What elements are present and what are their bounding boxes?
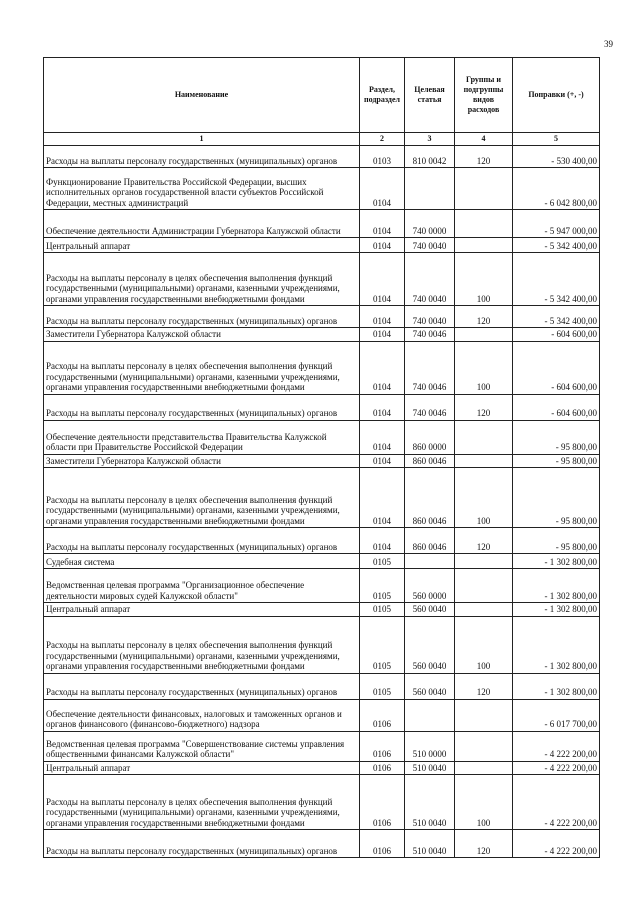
- row-section-cell: 0106: [360, 761, 405, 775]
- row-amount-cell: - 5 342 400,00: [513, 306, 600, 328]
- row-section-cell: 0104: [360, 394, 405, 420]
- row-article-cell: 860 0046: [405, 528, 455, 554]
- column-number: 1: [44, 133, 360, 146]
- row-article-cell: 740 0040: [405, 253, 455, 306]
- row-article-cell: 740 0040: [405, 238, 455, 253]
- row-name-cell: Обеспечение деятельности представительства Правительства Калужской области при Правительстве Российской Федерации: [44, 420, 360, 454]
- row-amount-cell: - 604 600,00: [513, 394, 600, 420]
- table-row: [44, 168, 600, 210]
- row-amount-cell: - 1 302 800,00: [513, 554, 600, 569]
- row-article-cell: 510 0040: [405, 830, 455, 858]
- row-amount-cell: - 604 600,00: [513, 341, 600, 394]
- row-group-cell: 100: [455, 616, 513, 673]
- row-article-cell: 860 0046: [405, 468, 455, 528]
- row-group-cell: [455, 210, 513, 238]
- row-group-cell: [455, 603, 513, 617]
- row-group-cell: [455, 554, 513, 569]
- table-row: [44, 569, 600, 603]
- row-amount-cell: - 95 800,00: [513, 454, 600, 468]
- header-section: Раздел, подраздел: [360, 58, 405, 133]
- header-target-article: Целевая статья: [405, 58, 455, 133]
- row-name-cell: Расходы на выплаты персоналу государственных (муниципальных) органов: [44, 673, 360, 699]
- row-name-cell: Заместители Губернатора Калужской области: [44, 454, 360, 468]
- row-group-cell: [455, 454, 513, 468]
- table-row: [44, 616, 600, 673]
- row-group-cell: [455, 168, 513, 210]
- row-name-cell: Обеспечение деятельности финансовых, налоговых и таможенных органов и органов финансового (финансово-бюджетного) надзора: [44, 699, 360, 731]
- row-amount-cell: - 1 302 800,00: [513, 603, 600, 617]
- row-amount-cell: - 5 342 400,00: [513, 253, 600, 306]
- row-article-cell: 510 0040: [405, 775, 455, 830]
- row-name-cell: Расходы на выплаты персоналу государственных (муниципальных) органов: [44, 394, 360, 420]
- row-group-cell: 120: [455, 394, 513, 420]
- row-name-cell: Центральный аппарат: [44, 761, 360, 775]
- row-section-cell: 0104: [360, 341, 405, 394]
- row-amount-cell: - 4 222 200,00: [513, 830, 600, 858]
- row-group-cell: [455, 761, 513, 775]
- table-row: [44, 420, 600, 454]
- table-row: [44, 210, 600, 238]
- row-group-cell: 100: [455, 253, 513, 306]
- table-row: [44, 603, 600, 617]
- row-group-cell: [455, 420, 513, 454]
- header-amendments: Поправки (+, -): [513, 58, 600, 133]
- row-article-cell: [405, 554, 455, 569]
- row-amount-cell: - 95 800,00: [513, 528, 600, 554]
- table-row: [44, 306, 600, 328]
- row-section-cell: 0104: [360, 253, 405, 306]
- row-section-cell: 0104: [360, 420, 405, 454]
- row-section-cell: 0105: [360, 603, 405, 617]
- row-group-cell: [455, 699, 513, 731]
- column-number: 3: [405, 133, 455, 146]
- row-amount-cell: - 95 800,00: [513, 468, 600, 528]
- row-amount-cell: - 530 400,00: [513, 146, 600, 168]
- row-article-cell: 510 0000: [405, 731, 455, 761]
- row-article-cell: 860 0000: [405, 420, 455, 454]
- row-name-cell: Расходы на выплаты персоналу государственных (муниципальных) органов: [44, 146, 360, 168]
- row-name-cell: Центральный аппарат: [44, 238, 360, 253]
- row-name-cell: Расходы на выплаты персоналу государственных (муниципальных) органов: [44, 528, 360, 554]
- row-article-cell: 860 0046: [405, 454, 455, 468]
- table-row: [44, 731, 600, 761]
- row-amount-cell: - 1 302 800,00: [513, 616, 600, 673]
- row-section-cell: 0104: [360, 454, 405, 468]
- row-name-cell: Расходы на выплаты персоналу в целях обеспечения выполнения функций государственными (муниципальными) органами, казенными учреждениями, органами управления государственными внебюджетными фондами: [44, 775, 360, 830]
- row-amount-cell: - 604 600,00: [513, 328, 600, 342]
- table-row: [44, 394, 600, 420]
- row-section-cell: 0104: [360, 468, 405, 528]
- row-article-cell: 740 0000: [405, 210, 455, 238]
- table-row: [44, 554, 600, 569]
- row-group-cell: [455, 328, 513, 342]
- row-group-cell: 120: [455, 146, 513, 168]
- row-amount-cell: - 5 342 400,00: [513, 238, 600, 253]
- row-article-cell: [405, 699, 455, 731]
- row-amount-cell: - 1 302 800,00: [513, 673, 600, 699]
- row-section-cell: 0104: [360, 328, 405, 342]
- row-section-cell: 0104: [360, 238, 405, 253]
- row-article-cell: 560 0040: [405, 616, 455, 673]
- table-row: [44, 673, 600, 699]
- row-name-cell: Судебная система: [44, 554, 360, 569]
- column-number: 2: [360, 133, 405, 146]
- row-section-cell: 0104: [360, 306, 405, 328]
- row-group-cell: [455, 731, 513, 761]
- row-name-cell: Расходы на выплаты персоналу в целях обеспечения выполнения функций государственными (муниципальными) органами, казенными учреждениями, органами управления государственными внебюджетными фондами: [44, 253, 360, 306]
- row-name-cell: Расходы на выплаты персоналу государственных (муниципальных) органов: [44, 306, 360, 328]
- row-group-cell: 120: [455, 830, 513, 858]
- row-name-cell: Центральный аппарат: [44, 603, 360, 617]
- column-number-row: [44, 133, 600, 146]
- row-amount-cell: - 4 222 200,00: [513, 731, 600, 761]
- budget-amendments-table: [43, 57, 600, 858]
- row-group-cell: 120: [455, 673, 513, 699]
- table-row: [44, 328, 600, 342]
- row-article-cell: 740 0040: [405, 306, 455, 328]
- row-amount-cell: - 5 947 000,00: [513, 210, 600, 238]
- table-row: [44, 238, 600, 253]
- row-name-cell: Ведомственная целевая программа "Организационное обеспечение деятельности мировых судей Калужской области": [44, 569, 360, 603]
- row-group-cell: 120: [455, 528, 513, 554]
- row-section-cell: 0105: [360, 616, 405, 673]
- table-row: [44, 468, 600, 528]
- row-article-cell: 810 0042: [405, 146, 455, 168]
- row-name-cell: Обеспечение деятельности Администрации Губернатора Калужской области: [44, 210, 360, 238]
- row-amount-cell: - 6 017 700,00: [513, 699, 600, 731]
- row-section-cell: 0106: [360, 731, 405, 761]
- table-row: [44, 830, 600, 858]
- row-amount-cell: - 4 222 200,00: [513, 775, 600, 830]
- row-article-cell: 560 0040: [405, 603, 455, 617]
- row-section-cell: 0104: [360, 210, 405, 238]
- row-name-cell: Расходы на выплаты персоналу в целях обеспечения выполнения функций государственными (муниципальными) органами, казенными учреждениями, органами управления государственными внебюджетными фондами: [44, 616, 360, 673]
- header-expense-groups: Группы и подгруппы видов расходов: [455, 58, 513, 133]
- row-name-cell: Расходы на выплаты персоналу в целях обеспечения выполнения функций государственными (муниципальными) органами, казенными учреждениями, органами управления государственными внебюджетными фондами: [44, 341, 360, 394]
- row-article-cell: 510 0040: [405, 761, 455, 775]
- header-name: Наименование: [44, 58, 360, 133]
- row-group-cell: 120: [455, 306, 513, 328]
- row-name-cell: Заместители Губернатора Калужской области: [44, 328, 360, 342]
- row-amount-cell: - 1 302 800,00: [513, 569, 600, 603]
- row-article-cell: 560 0040: [405, 673, 455, 699]
- page-number: 39: [604, 39, 613, 49]
- row-article-cell: 560 0000: [405, 569, 455, 603]
- table-row: [44, 775, 600, 830]
- table-row: [44, 341, 600, 394]
- row-article-cell: 740 0046: [405, 341, 455, 394]
- row-section-cell: 0106: [360, 775, 405, 830]
- table-row: [44, 454, 600, 468]
- row-amount-cell: - 6 042 800,00: [513, 168, 600, 210]
- row-article-cell: [405, 168, 455, 210]
- column-number: 5: [513, 133, 600, 146]
- row-name-cell: Функционирование Правительства Российской Федерации, высших исполнительных органов государственной власти субъектов Российской Федерации, местных администраций: [44, 168, 360, 210]
- table-row: [44, 528, 600, 554]
- table-row: [44, 699, 600, 731]
- row-section-cell: 0105: [360, 554, 405, 569]
- row-amount-cell: - 4 222 200,00: [513, 761, 600, 775]
- row-section-cell: 0103: [360, 146, 405, 168]
- table-header-row: [44, 58, 600, 133]
- row-section-cell: 0106: [360, 699, 405, 731]
- row-group-cell: 100: [455, 775, 513, 830]
- row-section-cell: 0105: [360, 673, 405, 699]
- row-section-cell: 0104: [360, 168, 405, 210]
- column-number: 4: [455, 133, 513, 146]
- row-name-cell: Ведомственная целевая программа "Совершенствование системы управления общественными финансами Калужской области": [44, 731, 360, 761]
- row-group-cell: [455, 569, 513, 603]
- row-section-cell: 0106: [360, 830, 405, 858]
- row-group-cell: 100: [455, 341, 513, 394]
- table-row: [44, 146, 600, 168]
- row-name-cell: Расходы на выплаты персоналу государственных (муниципальных) органов: [44, 830, 360, 858]
- table-row: [44, 253, 600, 306]
- row-amount-cell: - 95 800,00: [513, 420, 600, 454]
- table-body: [44, 146, 600, 858]
- row-group-cell: [455, 238, 513, 253]
- row-article-cell: 740 0046: [405, 328, 455, 342]
- row-section-cell: 0105: [360, 569, 405, 603]
- table-row: [44, 761, 600, 775]
- row-name-cell: Расходы на выплаты персоналу в целях обеспечения выполнения функций государственными (муниципальными) органами, казенными учреждениями, органами управления государственными внебюджетными фондами: [44, 468, 360, 528]
- row-section-cell: 0104: [360, 528, 405, 554]
- row-article-cell: 740 0046: [405, 394, 455, 420]
- row-group-cell: 100: [455, 468, 513, 528]
